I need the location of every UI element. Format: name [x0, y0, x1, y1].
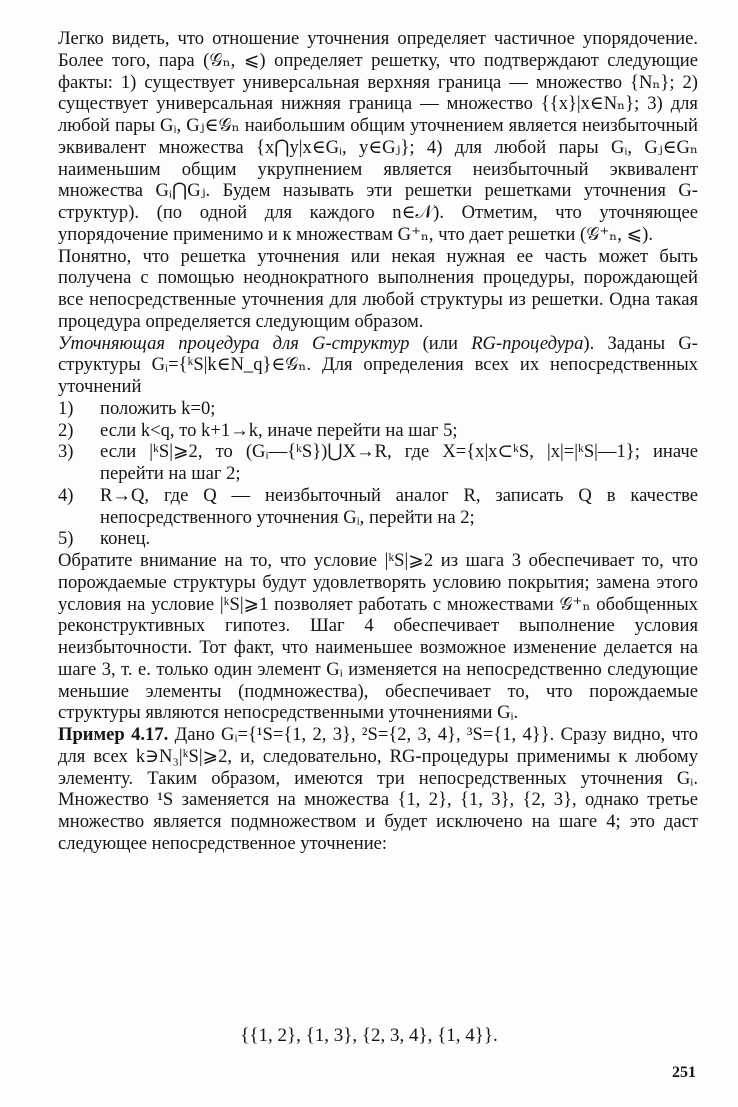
step-text: положить k=0;: [100, 397, 216, 419]
result-formula: {{1, 2}, {1, 3}, {2, 3, 4}, {1, 4}}.: [240, 1025, 498, 1046]
procedure-title-paren-close: ).: [583, 332, 595, 354]
procedure-title-alt: RG-процедура: [471, 332, 584, 354]
paragraph-notes: Обратите внимание на то, что условие |ᵏS|⩾2 из шага 3 обеспечивает то, что порождаемые структуры будут удовлетворять условию покрытия; замена этого условия на условие |ᵏS|⩾1 позволяет работать с множествами 𝒢⁺ₙ обобщенных реконструктивных гипотез. Шаг 4 обеспечивает выполнение условия неизбыточности. Тот факт, что наименьшее возможное изменение делается на шаге 3, т. е. только один элемент Gᵢ изменяется на непосредственно следующие меньшие элементы (подмножества), обеспечивает то, что порождаемые структуры являются непосредственными уточнениями Gᵢ.: [58, 550, 698, 724]
procedure-step: [58, 398, 698, 420]
paragraph-lattice: Легко видеть, что отношение уточнения определяет частичное упорядочение. Более того, пара (𝒢ₙ, ⩽) определяет решетку, что подтверждают следующие факты: 1) существует универсальная верхняя граница — множество {Nₙ}; 2) существует универсальная нижняя граница — множество {{x}|x∈Nₙ}; 3) для любой пары Gᵢ, Gⱼ∈𝒢ₙ наибольшим общим уточнением является неизбыточный эквивалент множества {x⋂y|x∈Gᵢ, y∈Gⱼ}; 4) для любой пары Gᵢ, Gⱼ∈Gₙ наименьшим общим укрупнением является неизбыточный эквивалент множества Gᵢ⋂Gⱼ. Будем называть эти решетки решетками уточнения G-структур). (по одной для каждого n∈𝒩). Отметим, что уточняющее упорядочение применимо и к множествам G⁺ₙ, что дает решетки (𝒢⁺ₙ, ⩽).: [58, 28, 698, 245]
procedure-step: [58, 485, 698, 529]
procedure-steps: [58, 398, 698, 550]
procedure-title: Уточняющая процедура для G-структур: [58, 332, 410, 354]
example-label: Пример 4.17.: [58, 724, 169, 745]
step-text: R→Q, где Q — неизбыточный аналог R, записать Q в качестве непосредственного уточнения Gᵢ, перейти на 2;: [100, 484, 698, 528]
step-number: 1): [58, 397, 74, 419]
example-text: Дано Gᵢ={¹S={1, 2, 3}, ²S={2, 3, 4}, ³S={1, 4}}. Сразу видно, что для всех k∋N₃|ᵏS|⩾2, и, следовательно, RG-процедуры применимы к любому элементу. Таким образом, имеются три непосредственных уточнения Gᵢ. Множество ¹S заменяется на множества {1, 2}, {1, 3}, {2, 3}, однако третье множество является подмножеством и будет исключено на шаге 4; это даст следующее непосредственное уточнение:: [58, 724, 698, 854]
procedure-title-paren-open: (или: [409, 332, 472, 354]
procedure-step: [58, 441, 698, 485]
step-number: 4): [58, 484, 74, 506]
step-number: 2): [58, 419, 74, 441]
step-text: если k<q, то k+1→k, иначе перейти на шаг 5;: [100, 419, 458, 441]
step-text: конец.: [100, 528, 151, 550]
paragraph-procedure-intro: Понятно, что решетка уточнения или некая нужная ее часть может быть получена с помощью неоднократного выполнения процедуры, порождающей все непосредственные уточнения для любой структуры из решетки. Одна такая процедура определяется следующим образом.: [58, 245, 698, 332]
step-number: 5): [58, 528, 74, 550]
procedure-step: [58, 420, 698, 442]
step-text: если |ᵏS|⩾2, то (Gᵢ—{ᵏS})⋃X→R, где X={x|x⊂ᵏS, |x|=|ᵏS|—1}; иначе перейти на шаг 2;: [100, 441, 698, 484]
example-paragraph: [58, 724, 698, 855]
procedure-step: [58, 528, 698, 550]
step-number: 3): [58, 441, 74, 463]
procedure-heading: [58, 333, 698, 398]
procedure-intro: Заданы G-структуры Gᵢ={ᵏS|k∈N_q}∈𝒢ₙ. Для определения всех их непосредственных уточнений: [58, 332, 698, 397]
page-number: 251: [672, 1064, 696, 1081]
page-text: [58, 28, 698, 855]
